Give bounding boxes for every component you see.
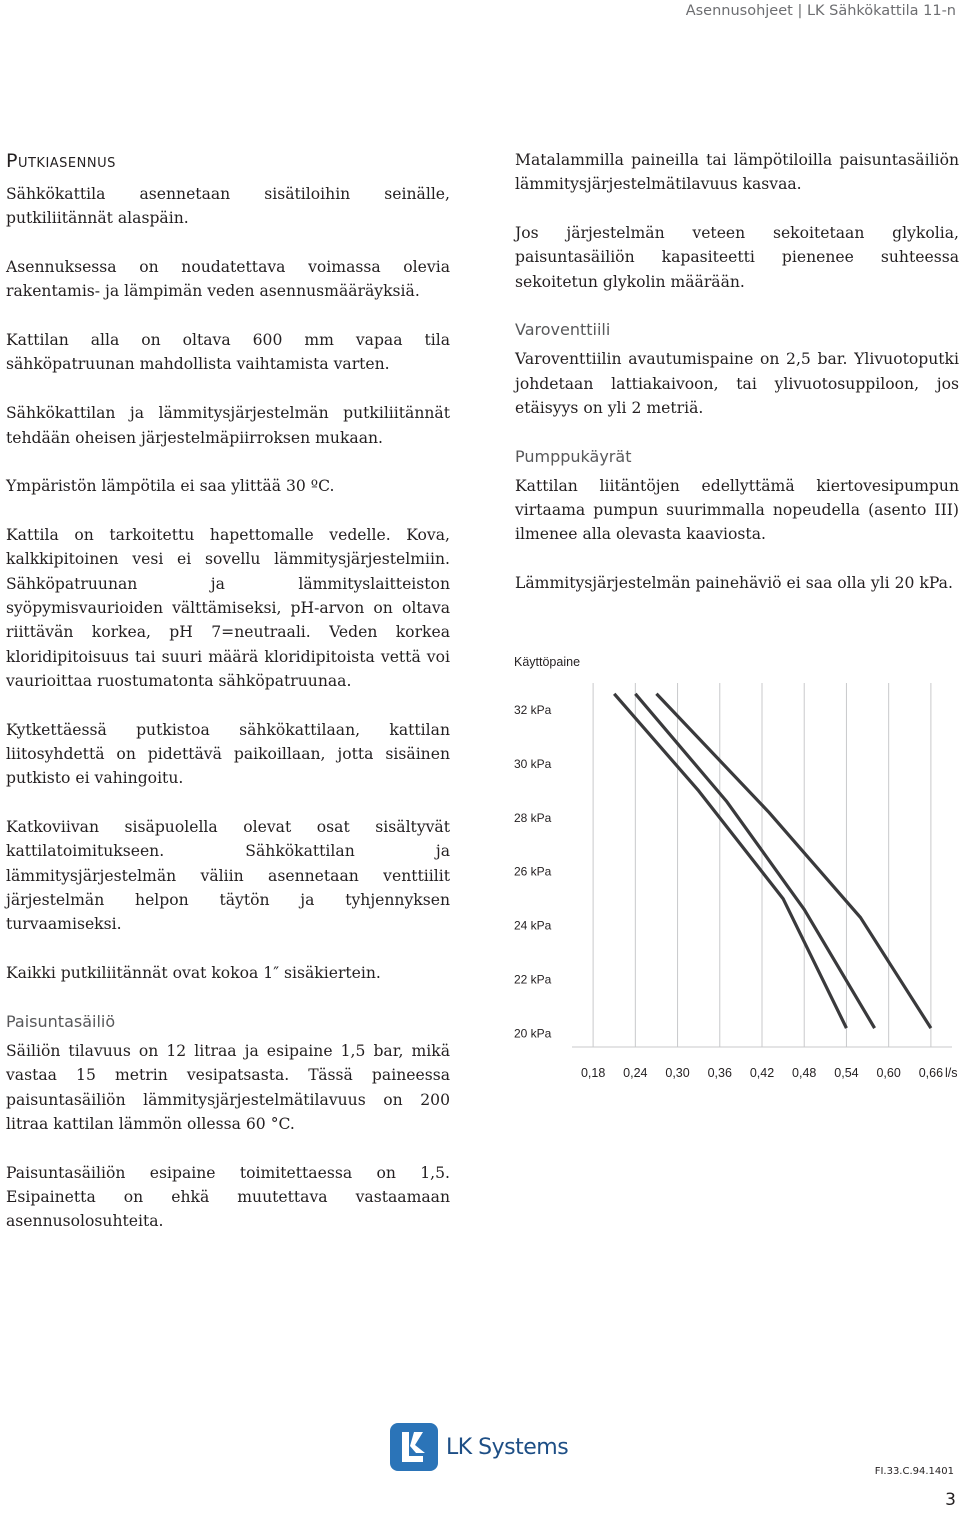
x-tick-label: 0,48 [792,1066,817,1080]
y-tick-label: 28 kPa [514,810,552,825]
section-title-text: Putkiasennus [6,150,116,172]
x-tick-label: 0,18 [580,1066,606,1080]
y-tick-labels [514,703,552,1041]
paragraph: Sähkökattilan ja lämmitysjärjestelmän putkiliitännät tehdään oheisen järjestelmäpiirroksen mukaan. [6,404,450,447]
lk-logo-icon [390,1423,438,1471]
x-tick-label: 0,24 [623,1066,648,1080]
running-title: Asennusohjeet | LK Sähkökattila 11-n [685,3,956,19]
paragraph: Varoventtiilin avautumispaine on 2,5 bar. Ylivuotoputki johdetaan lattiakaivoon, tai ylivuotosuppiloon, jos etäisyys on yli 2 metriä. [515,350,959,418]
lk-systems-logo [390,1422,568,1472]
paragraph: Katkoviivan sisäpuolella olevat osat sisältyvät kattilatoimitukseen. Sähkökattilan ja lämmitysjärjestelmän väliin asennetaan venttiilit järjestelmän helpon täytön ja tyhjennyksen turvaamiseksi. [6,818,450,934]
chart-series [614,694,931,1028]
pump-curve-curve-3 [656,694,930,1028]
y-tick-label: 26 kPa [514,864,552,879]
x-tick-label: 0,30 [665,1066,690,1080]
pump-curve-chart [512,645,960,1090]
y-tick-label: 20 kPa [514,1026,552,1041]
running-header [0,0,960,22]
x-tick-label: 0,60 [876,1066,901,1080]
x-tick-label: 0,54 [834,1066,859,1080]
subsection-title-safety-valve: Varoventtiili [515,320,611,340]
chart-title: Käyttöpaine [514,655,581,669]
paragraph: Paisuntasäiliön esipaine toimitettaessa on 1,5. Esipainetta on ehkä muutettava vastaamaan asennusolosuhteita. [6,1163,450,1231]
subsection-title-pump-curves: Pumppukäyrät [515,446,632,466]
paragraph: Matalammilla paineilla tai lämpötiloilla paisuntasäiliön lämmitysjärjestelmätilavuus kasvaa. [515,151,959,194]
section-title-pipe-installation [6,148,450,174]
logo-text: LK Systems [446,1434,569,1460]
paragraph: Asennuksessa on noudatettava voimassa olevia rakentamis- ja lämpimän veden asennusmääräyksiä. [6,258,450,301]
paragraph: Lämmitysjärjestelmän painehäviö ei saa olla yli 20 kPa. [515,574,953,593]
paragraph: Ympäristön lämpötila ei saa ylittää 30 ºC. [6,477,335,496]
page-number: 3 [945,1490,956,1510]
paragraph: Jos järjestelmän veteen sekoitetaan glykolia, paisuntasäiliön kapasiteetti pienenee suhteessa sekoitetun glykolin määrään. [515,224,959,291]
y-tick-label: 32 kPa [514,702,552,717]
left-column [6,148,450,1258]
right-column [515,148,959,620]
document-code: FI.33.C.94.1401 [874,1466,954,1477]
paragraph: Sähkökattila asennetaan sisätiloihin seinälle, putkiliitännät alaspäin. [6,185,450,228]
x-tick-label: 0,36 [707,1066,732,1080]
subsection-title-expansion-tank: Paisuntasäiliö [6,1011,116,1031]
paragraph: Säiliön tilavuus on 12 litraa ja esipaine 1,5 bar, mikä vastaa 15 metrin vesipatsasta. Tässä paineessa paisuntasäiliön lämmitysjärjestelmätilavuus on 200 litraa kattilan lämmön ollessa 60 °C. [6,1041,450,1133]
y-tick-label: 22 kPa [514,972,552,987]
paragraph: Kattilan liitäntöjen edellyttämä kiertovesipumpun virtaama pumpun suurimmalla nopeudella (asento III) ilmenee alla olevasta kaaviosta. [515,476,959,544]
paragraph: Kattila on tarkoitettu hapettomalle vedelle. Kova, kalkkipitoinen vesi ei sovellu lämmitysjärjestelmiin. Sähköpatruunan ja lämmityslaitteiston syöpymisvaurioiden välttämiseksi, pH-arvon on oltava riittävän korkea, pH 7=neutraali. Veden korkea kloridipitoisuus tai suuri määrä kloridipitoista vettä voi vaurioittaa ruostumatonta sähköpatruunaa. [6,526,450,690]
y-tick-label: 24 kPa [514,918,552,933]
x-tick-label: 0,42 [749,1066,775,1080]
chart-grid [572,683,952,1047]
x-axis-unit-label: l/s [945,1066,958,1080]
paragraph: Kattilan alla on oltava 600 mm vapaa tila sähköpatruunan mahdollista vaihtamista varten. [6,331,450,374]
y-tick-label: 30 kPa [514,756,552,771]
paragraph: Kytkettäessä putkistoa sähkökattilaan, kattilan liitosyhdettä on pidettävä paikoillaan, jotta sisäinen putkisto ei vahingoitu. [6,720,450,788]
x-tick-labels [581,1066,943,1080]
paragraph: Kaikki putkiliitännät ovat kokoa 1″ sisäkiertein. [6,964,381,983]
x-tick-label: 0,66 [918,1066,944,1080]
